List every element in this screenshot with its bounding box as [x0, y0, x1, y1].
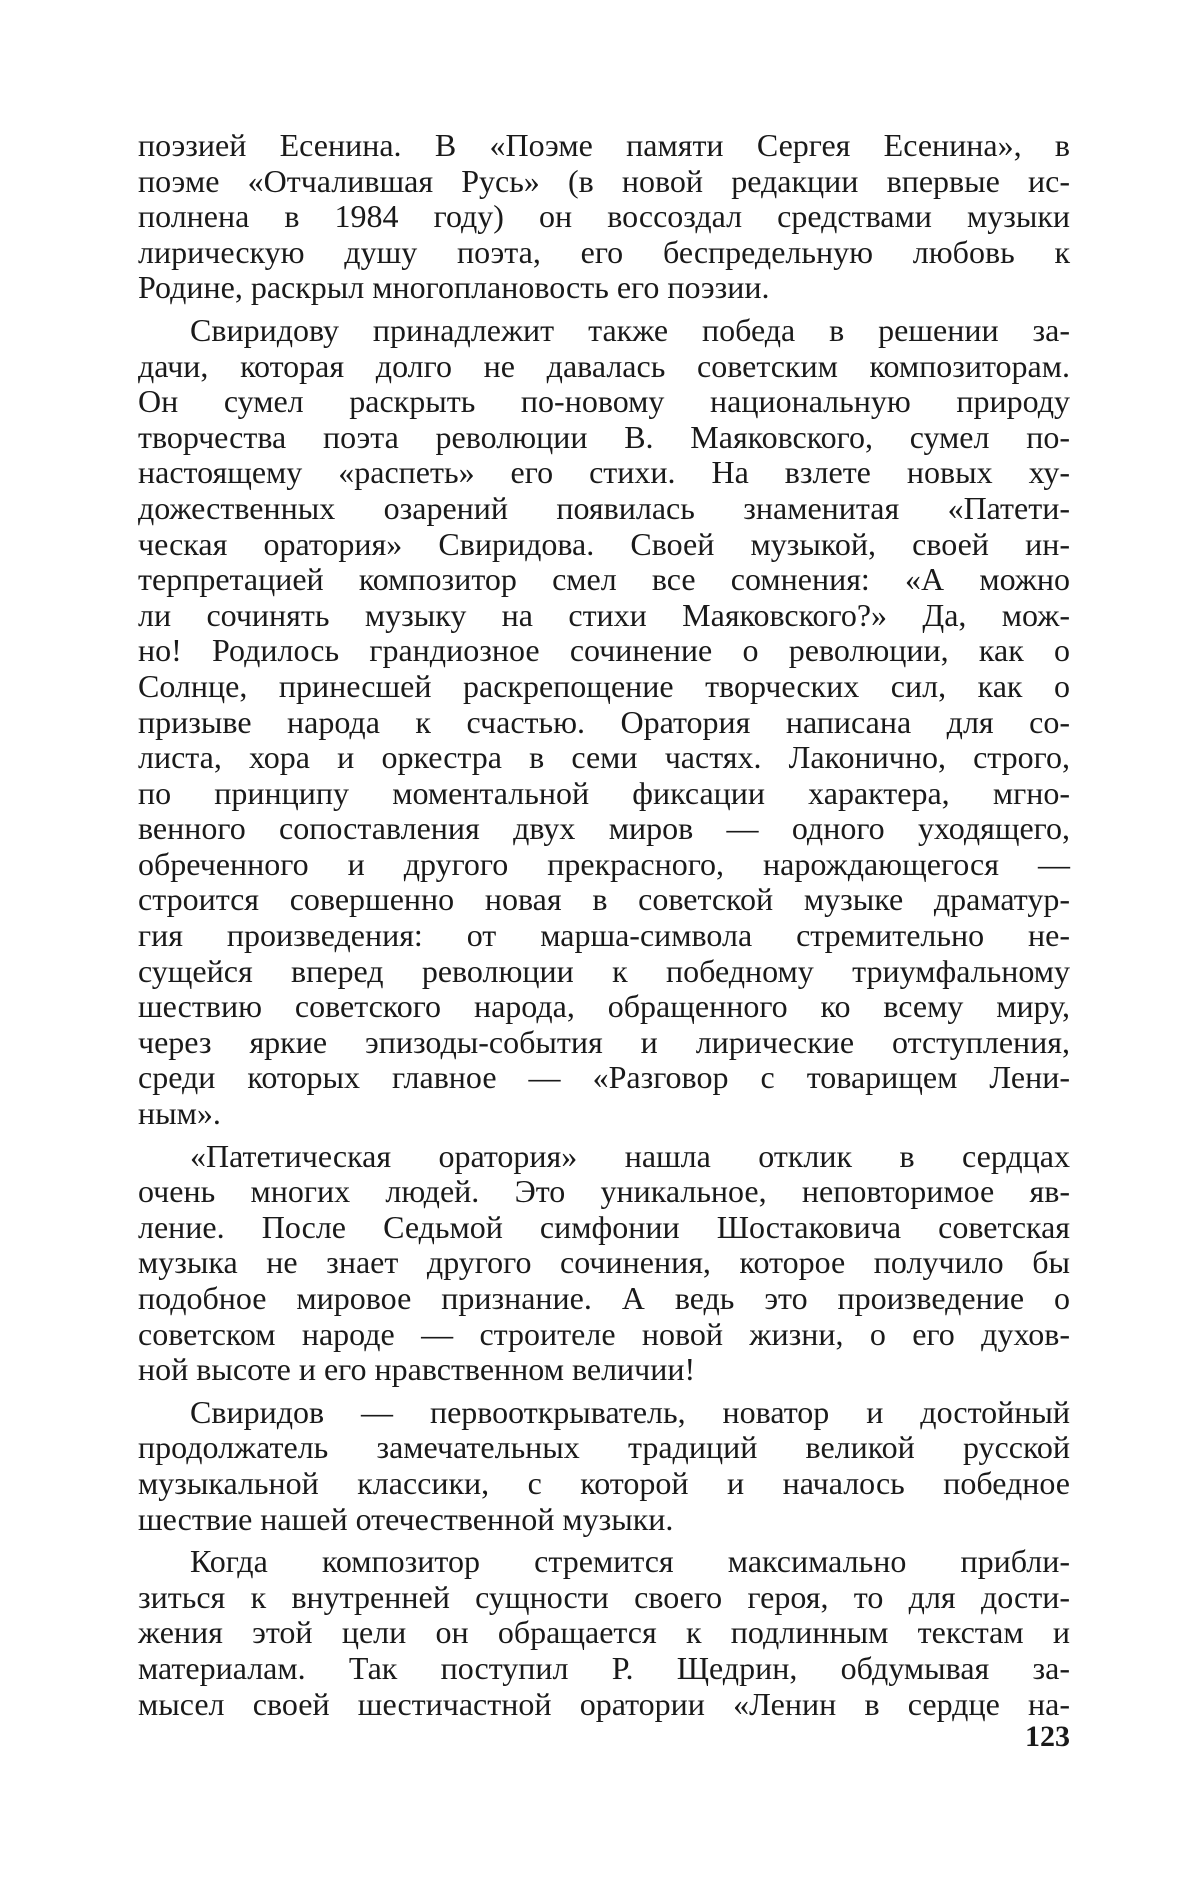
text-line: листа, хора и оркестра в семи частях. Лаконично, строго,	[138, 739, 1070, 776]
text-line: поэзией Есенина. В «Поэме памяти Сергея Есенина», в	[138, 127, 1070, 163]
text-line: терпретацией композитор смел все сомнения: «А можно	[138, 561, 1070, 598]
text-line: «Патетическая оратория» нашла отклик в сердцах	[190, 1137, 1070, 1174]
text-line: советском народе — строителе новой жизни, о его духов-	[138, 1315, 1070, 1352]
paragraph-4	[138, 1395, 1070, 1537]
text-line: ным».	[138, 1095, 221, 1132]
text-line: настоящему «распеть» его стихи. На взлете новых ху-	[138, 454, 1070, 491]
text-line: шествие нашей отечественной музыки.	[138, 1500, 674, 1537]
paragraph-5	[138, 1544, 1070, 1722]
text-line: Родине, раскрыл многоплановость его поэзии.	[138, 269, 770, 306]
text-line: шествию советского народа, обращенного ко всему миру,	[138, 988, 1070, 1025]
text-line: призыве народа к счастью. Оратория написана для со-	[138, 703, 1070, 740]
text-line: творчества поэта революции В. Маяковского, сумел по-	[138, 418, 1070, 455]
text-line: поэме «Отчалившая Русь» (в новой редакции впервые ис-	[138, 162, 1070, 199]
text-line: дачи, которая долго не давалась советским композиторам.	[138, 347, 1070, 384]
text-line: через яркие эпизоды-события и лирические отступления,	[138, 1023, 1070, 1060]
text-line: строится совершенно новая в советской музыке драматур-	[138, 881, 1070, 918]
text-line: Солнце, принесшей раскрепощение творческих сил, как о	[138, 667, 1070, 704]
text-line: зиться к внутренней сущности своего героя, то для дости-	[138, 1578, 1070, 1615]
text-line: Он сумел раскрыть по-новому национальную природу	[138, 383, 1070, 420]
text-line: музыка не знает другого сочинения, которое получило бы	[138, 1244, 1070, 1281]
document-body	[138, 128, 1070, 1729]
text-line: лирическую душу поэта, его беспредельную любовь к	[138, 233, 1070, 270]
text-line: музыкальной классики, с которой и началось победное	[138, 1464, 1070, 1501]
text-line: по принципу моментальной фиксации характера, мгно-	[138, 774, 1070, 811]
paragraph-3	[138, 1139, 1070, 1388]
text-line: жения этой цели он обращается к подлинным текстам и	[138, 1614, 1070, 1651]
page-number: 123	[1025, 1720, 1070, 1753]
text-line: подобное мировое признание. А ведь это произведение о	[138, 1280, 1070, 1316]
text-line: среди которых главное — «Разговор с товарищем Лени-	[138, 1059, 1070, 1096]
text-line: ческая оратория» Свиридова. Своей музыкой, своей ин-	[138, 525, 1070, 562]
text-line: продолжатель замечательных традиций великой русской	[138, 1429, 1070, 1466]
text-line: материалам. Так поступил Р. Щедрин, обдумывая за-	[138, 1649, 1070, 1686]
text-line: очень многих людей. Это уникальное, неповторимое яв-	[138, 1173, 1070, 1210]
text-line: ной высоте и его нравственном величии!	[138, 1351, 696, 1388]
text-line: Когда композитор стремится максимально прибли-	[190, 1543, 1070, 1580]
text-line: сущейся вперед революции к победному триумфальному	[138, 952, 1070, 989]
text-line: мысел своей шестичастной оратории «Ленин в сердце на-	[138, 1685, 1070, 1722]
paragraph-1	[138, 128, 1070, 306]
text-line: ли сочинять музыку на стихи Маяковского?» Да, мож-	[138, 596, 1070, 633]
text-line: Свиридов — первооткрыватель, новатор и достойный	[190, 1393, 1070, 1430]
text-line: полнена в 1984 году) он воссоздал средствами музыки	[138, 198, 1070, 235]
text-line: венного сопоставления двух миров — одного уходящего,	[138, 810, 1070, 847]
text-line: дожественных озарений появилась знаменитая «Патети-	[138, 489, 1070, 526]
text-line: Свиридову принадлежит также победа в решении за-	[190, 311, 1070, 348]
text-line: ление. После Седьмой симфонии Шостаковича советская	[138, 1208, 1070, 1245]
text-line: гия произведения: от марша-символа стремительно не-	[138, 917, 1070, 954]
paragraph-2	[138, 313, 1070, 1132]
text-line: но! Родилось грандиозное сочинение о революции, как о	[138, 632, 1070, 669]
text-line: обреченного и другого прекрасного, нарождающегося —	[138, 845, 1070, 882]
